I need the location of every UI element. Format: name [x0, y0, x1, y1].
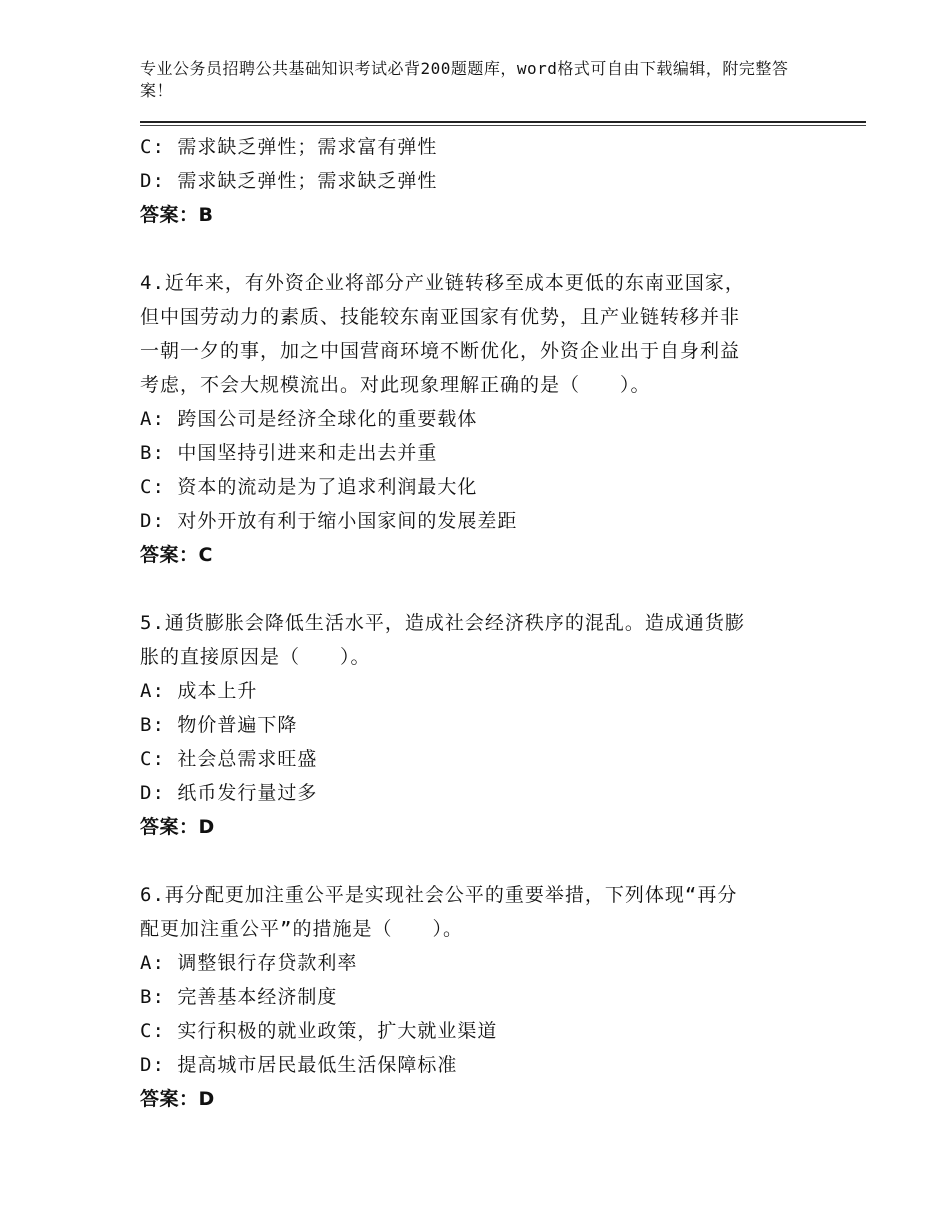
option-letter: D:	[140, 1054, 165, 1076]
option-letter: A:	[140, 952, 165, 974]
option-text: 成本上升	[177, 680, 258, 702]
answer-line: 答案：C	[140, 544, 213, 566]
question-6	[140, 878, 820, 1116]
answer-line: 答案：D	[140, 816, 215, 838]
page-header	[140, 58, 820, 102]
option-d	[140, 504, 820, 538]
question-stem-line: 4.近年来，有外资企业将部分产业链转移至成本更低的东南亚国家，	[140, 272, 745, 294]
option-d	[140, 776, 820, 810]
header-rule-thin	[140, 125, 866, 126]
option-text: 物价普遍下降	[177, 714, 298, 736]
option-b	[140, 708, 820, 742]
option-b	[140, 980, 820, 1014]
option-c	[140, 130, 820, 164]
option-letter: B:	[140, 986, 165, 1008]
option-letter: C:	[140, 748, 165, 770]
header-rule-thick	[140, 121, 866, 123]
option-text: 中国坚持引进来和走出去并重	[177, 442, 438, 464]
question-stem-line: 但中国劳动力的素质、技能较东南亚国家有优势，且产业链转移并非	[140, 306, 741, 328]
question-stem-line: 考虑，不会大规模流出。对此现象理解正确的是（ ）。	[140, 374, 651, 396]
option-d	[140, 1048, 820, 1082]
option-letter: D:	[140, 782, 165, 804]
option-text: 社会总需求旺盛	[177, 748, 318, 770]
option-text: 提高城市居民最低生活保障标准	[177, 1054, 458, 1076]
option-text: 需求缺乏弹性；需求富有弹性	[177, 136, 438, 158]
option-letter: C:	[140, 476, 165, 498]
question-4	[140, 266, 820, 572]
option-a	[140, 402, 820, 436]
option-letter: D:	[140, 170, 165, 192]
partial-question	[140, 130, 820, 232]
option-text: 调整银行存贷款利率	[177, 952, 358, 974]
option-letter: A:	[140, 408, 165, 430]
option-c	[140, 1014, 820, 1048]
option-text: 对外开放有利于缩小国家间的发展差距	[177, 510, 518, 532]
option-text: 需求缺乏弹性；需求缺乏弹性	[177, 170, 438, 192]
option-letter: C:	[140, 136, 165, 158]
question-stem-line: 配更加注重公平”的措施是（ ）。	[140, 918, 463, 940]
question-stem-line: 6.再分配更加注重公平是实现社会公平的重要举措，下列体现“再分	[140, 884, 738, 906]
option-text: 完善基本经济制度	[177, 986, 338, 1008]
header-text: 专业公务员招聘公共基础知识考试必背200题题库，word格式可自由下载编辑，附完整答案！	[140, 59, 789, 100]
option-d	[140, 164, 820, 198]
answer-line: 答案：B	[140, 204, 214, 226]
option-c	[140, 742, 820, 776]
option-a	[140, 674, 820, 708]
option-a	[140, 946, 820, 980]
option-letter: B:	[140, 442, 165, 464]
option-text: 纸币发行量过多	[177, 782, 318, 804]
question-5	[140, 606, 820, 844]
answer-line: 答案：D	[140, 1088, 215, 1110]
option-text: 跨国公司是经济全球化的重要载体	[177, 408, 478, 430]
option-letter: B:	[140, 714, 165, 736]
option-text: 实行积极的就业政策，扩大就业渠道	[177, 1020, 498, 1042]
option-letter: D:	[140, 510, 165, 532]
option-b	[140, 436, 820, 470]
option-letter: A:	[140, 680, 165, 702]
option-c	[140, 470, 820, 504]
question-content	[140, 130, 820, 1116]
option-text: 资本的流动是为了追求利润最大化	[177, 476, 478, 498]
option-letter: C:	[140, 1020, 165, 1042]
question-stem-line: 一朝一夕的事，加之中国营商环境不断优化，外资企业出于自身利益	[140, 340, 741, 362]
question-stem-line: 胀的直接原因是（ ）。	[140, 646, 371, 668]
question-stem-line: 5.通货膨胀会降低生活水平，造成社会经济秩序的混乱。造成通货膨	[140, 612, 745, 634]
